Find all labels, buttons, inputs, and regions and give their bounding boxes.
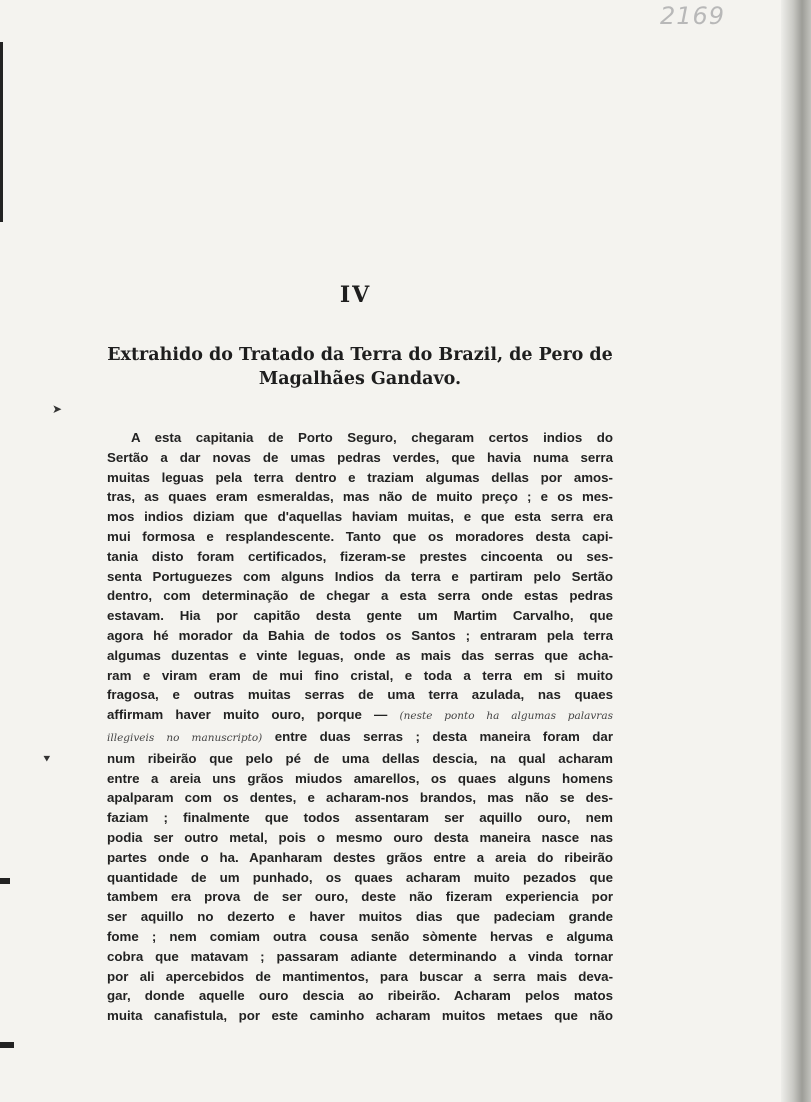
- text-line: quantidade de um punhado, os quaes acharam muito pezados que: [107, 869, 613, 885]
- text-line: tras, as quaes eram esmeraldas, mas não de muito preço ; e os mes-: [107, 489, 613, 505]
- text-line: cobra que matavam ; passaram adiante determinando a vinda tornar: [107, 948, 613, 964]
- text-line: muita canafistula, por este caminho acharam muitos metaes que não: [107, 1008, 613, 1024]
- text-line: podia ser outro metal, pois o mesmo ouro desta maneira nasce nas: [107, 829, 613, 845]
- text-line: ser aquillo no dezerto e haver muitos dias que padeciam grande: [107, 909, 613, 925]
- scan-margin-mark: [0, 878, 10, 884]
- text-line: gar, donde aquelle ouro descia ao ribeirão. Acharam pelos matos: [107, 988, 613, 1004]
- text-line: Sertão a dar novas de umas pedras verdes, que havia numa serra: [107, 449, 613, 465]
- scan-margin-mark: [0, 42, 3, 222]
- text-line: agora hé morador da Bahia de todos os Santos ; entraram pela terra: [107, 627, 613, 643]
- text-line: senta Portuguezes com alguns Indios da terra e partiram pelo Sertão: [107, 568, 613, 584]
- text-segment: entre duas serras ; desta maneira foram dar: [274, 728, 613, 744]
- section-title: Extrahido do Tratado da Terra do Brazil, de Pero de Magalhães Gandavo.: [107, 345, 613, 389]
- scan-margin-mark: [0, 1042, 14, 1048]
- text-line: faziam ; finalmente que todos assentaram ser aquillo ouro, nem: [107, 810, 613, 826]
- text-line: entre a areia uns grãos miudos amarellos, os quaes alguns homens: [107, 770, 613, 786]
- text-line: fome ; nem comiam outra cousa senão sòmente hervas e alguma: [107, 928, 613, 944]
- margin-tick: ⯆: [42, 752, 52, 766]
- text-line: apalparam com os dentes, e acharam-nos brandos, mas não se des-: [107, 790, 613, 806]
- body-text: [107, 428, 613, 1026]
- text-line-with-note: [107, 727, 613, 749]
- text-line: estavam. Hia por capitão desta gente um Martim Carvalho, que: [107, 608, 613, 624]
- chapter-number: IV: [339, 282, 372, 308]
- text-line: por ali apercebidos de mantimentos, para buscar a serra mais deva-: [107, 968, 613, 984]
- text-line: partes onde o ha. Apanharam destes grãos entre a areia do ribeirão: [107, 849, 613, 865]
- text-line: muitas leguas pela terra dentro e traziam algumas dellas por amos-: [107, 469, 613, 485]
- editorial-note: (neste ponto ha algumas palavras: [399, 710, 613, 723]
- text-line: tania disto foram certificados, fizeram-se prestes cincoenta ou ses-: [107, 548, 613, 564]
- margin-tick: ➤: [52, 402, 63, 416]
- editorial-note: illegiveis no manuscripto): [107, 731, 263, 744]
- text-line: algumas duzentas e vinte leguas, onde as mais das serras que acha-: [107, 647, 613, 663]
- text-line: ram e viram eram de mui fino cristal, e toda a terra em si muito: [107, 667, 613, 683]
- text-line: num ribeirão que pelo pé de uma dellas descia, na qual acharam: [107, 750, 613, 766]
- archive-number: 2169: [660, 2, 726, 30]
- text-line: A esta capitania de Porto Seguro, chegaram certos indios do: [131, 430, 613, 445]
- text-line: tambem era prova de ser ouro, deste não fizeram experiencia por: [107, 889, 613, 905]
- text-segment: affirmam haver muito ouro, porque —: [107, 707, 388, 723]
- text-line-with-note: [107, 705, 613, 727]
- text-line: mui formosa e resplandescente. Tanto que os moradores desta capi-: [107, 528, 613, 544]
- text-line: mos indios diziam que d'aquellas haviam muitas, e que esta serra era: [107, 509, 613, 525]
- text-line: dentro, com determinação de chegar a esta serra onde estas pedras: [107, 588, 613, 604]
- text-line: fragosa, e outras muitas serras de uma terra azulada, nas quaes: [107, 687, 613, 703]
- scan-page-edge: [781, 0, 811, 1102]
